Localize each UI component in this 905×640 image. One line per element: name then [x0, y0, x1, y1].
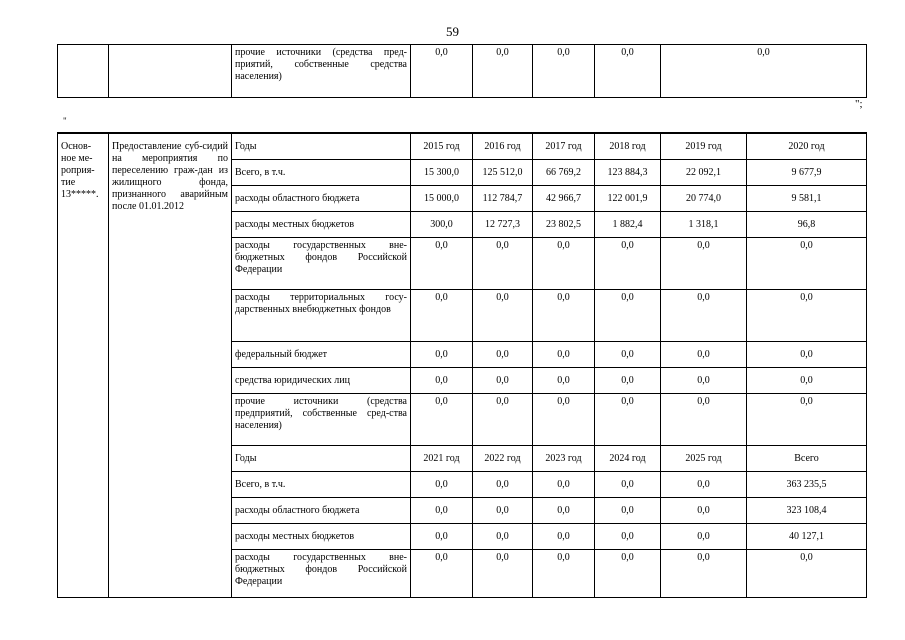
- value-cell: 0,0: [533, 237, 595, 289]
- value-cell: 22 092,1: [661, 159, 747, 185]
- value-cell: 0,0: [473, 289, 533, 341]
- year-header: 2019 год: [661, 133, 747, 159]
- value-cell: 0,0: [473, 471, 533, 497]
- value-cell: 0,0: [533, 393, 595, 445]
- year-header: 2022 год: [473, 445, 533, 471]
- value-cell: 0,0: [533, 289, 595, 341]
- row-label: расходы государственных вне-бюджетных фондов Российской Федерации: [232, 237, 411, 289]
- value-cell: 0,0: [473, 393, 533, 445]
- years-header-row: [58, 133, 867, 159]
- value-cell: 0,0: [411, 341, 473, 367]
- year-header: 2018 год: [595, 133, 661, 159]
- value-cell: 96,8: [747, 211, 867, 237]
- year-header: 2015 год: [411, 133, 473, 159]
- value-cell: 42 966,7: [533, 185, 595, 211]
- value-cell: 0,0: [411, 237, 473, 289]
- value-cell: 1 318,1: [661, 211, 747, 237]
- value-cell: 15 000,0: [411, 185, 473, 211]
- year-header: 2017 год: [533, 133, 595, 159]
- year-header: 2025 год: [661, 445, 747, 471]
- value-cell: 0,0: [411, 45, 473, 98]
- value-cell: 23 802,5: [533, 211, 595, 237]
- years-label: Годы: [232, 133, 411, 159]
- value-cell: 0,0: [747, 237, 867, 289]
- value-cell: 0,0: [747, 289, 867, 341]
- value-cell: 0,0: [411, 393, 473, 445]
- value-cell: 0,0: [595, 523, 661, 549]
- previous-table-fragment: [57, 44, 867, 98]
- closing-quote: ";: [855, 98, 863, 110]
- value-cell: 0,0: [595, 289, 661, 341]
- value-cell: 9 581,1: [747, 185, 867, 211]
- value-cell: 0,0: [661, 367, 747, 393]
- value-cell: 0,0: [595, 393, 661, 445]
- page-number: 59: [446, 24, 459, 39]
- row-label: средства юридических лиц: [232, 367, 411, 393]
- value-cell: 0,0: [473, 237, 533, 289]
- row-label: расходы местных бюджетов: [232, 211, 411, 237]
- value-cell: 12 727,3: [473, 211, 533, 237]
- value-cell: 0,0: [533, 471, 595, 497]
- measure-code: Основ-ное ме-роприя-тие 13*****.: [58, 133, 109, 597]
- row-label: расходы государственных вне-бюджетных фондов Российской Федерации: [232, 549, 411, 597]
- value-cell: 112 784,7: [473, 185, 533, 211]
- row-label: расходы территориальных госу-дарственных внебюджетных фондов: [232, 289, 411, 341]
- value-cell: 0,0: [747, 367, 867, 393]
- value-cell: 0,0: [661, 497, 747, 523]
- value-cell: 1 882,4: [595, 211, 661, 237]
- value-cell: 0,0: [411, 497, 473, 523]
- value-cell: 0,0: [533, 341, 595, 367]
- value-cell: 0,0: [595, 549, 661, 597]
- value-cell: 40 127,1: [747, 523, 867, 549]
- empty-cell: [109, 45, 232, 98]
- years-label: Годы: [232, 445, 411, 471]
- value-cell: 0,0: [661, 549, 747, 597]
- value-cell: 0,0: [473, 45, 533, 98]
- value-cell: 123 884,3: [595, 159, 661, 185]
- value-cell: 0,0: [747, 341, 867, 367]
- year-header: 2021 год: [411, 445, 473, 471]
- year-header: 2020 год: [747, 133, 867, 159]
- value-cell: 0,0: [411, 289, 473, 341]
- value-cell: 0,0: [533, 549, 595, 597]
- value-cell: 0,0: [533, 497, 595, 523]
- value-cell: 323 108,4: [747, 497, 867, 523]
- measure-name: Предоставление суб-сидий на мероприятия по переселению граж-дан из жилищного фонда, признанного аварийным после 01.01.2012: [109, 133, 232, 597]
- funding-table: [57, 132, 867, 598]
- row-label: Всего, в т.ч.: [232, 159, 411, 185]
- value-cell: 0,0: [661, 341, 747, 367]
- value-cell: 0,0: [661, 471, 747, 497]
- value-cell: 0,0: [533, 523, 595, 549]
- value-cell: 0,0: [411, 367, 473, 393]
- value-cell: 0,0: [595, 45, 661, 98]
- row-label: расходы областного бюджета: [232, 497, 411, 523]
- value-cell: 125 512,0: [473, 159, 533, 185]
- value-cell: 0,0: [473, 549, 533, 597]
- year-header: 2024 год: [595, 445, 661, 471]
- year-header: Всего: [747, 445, 867, 471]
- value-cell: 0,0: [661, 289, 747, 341]
- value-cell: 9 677,9: [747, 159, 867, 185]
- year-header: 2023 год: [533, 445, 595, 471]
- value-cell: 0,0: [473, 367, 533, 393]
- value-cell: 0,0: [661, 237, 747, 289]
- year-header: 2016 год: [473, 133, 533, 159]
- value-cell: 0,0: [661, 523, 747, 549]
- value-cell: 0,0: [661, 393, 747, 445]
- value-cell: 0,0: [473, 497, 533, 523]
- value-cell: 0,0: [411, 471, 473, 497]
- table-row: [58, 45, 867, 98]
- row-label: прочие источники (средства пред-приятий, собственные средства населения): [232, 45, 411, 98]
- value-cell: 0,0: [533, 45, 595, 98]
- value-cell: 66 769,2: [533, 159, 595, 185]
- value-cell: 0,0: [747, 393, 867, 445]
- value-cell: 0,0: [595, 237, 661, 289]
- row-label: Всего, в т.ч.: [232, 471, 411, 497]
- row-label: федеральный бюджет: [232, 341, 411, 367]
- value-cell: 15 300,0: [411, 159, 473, 185]
- row-label: расходы местных бюджетов: [232, 523, 411, 549]
- value-cell: 363 235,5: [747, 471, 867, 497]
- empty-cell: [58, 45, 109, 98]
- opening-quote: ": [63, 116, 67, 126]
- value-cell: 0,0: [595, 367, 661, 393]
- value-cell: 0,0: [533, 367, 595, 393]
- value-cell: 122 001,9: [595, 185, 661, 211]
- value-cell: 0,0: [595, 497, 661, 523]
- value-cell: 0,0: [473, 341, 533, 367]
- value-cell: 0,0: [473, 523, 533, 549]
- value-cell: 0,0: [595, 471, 661, 497]
- value-cell: 0,0: [411, 523, 473, 549]
- value-cell: 20 774,0: [661, 185, 747, 211]
- value-cell: 0,0: [661, 45, 867, 98]
- value-cell: 300,0: [411, 211, 473, 237]
- value-cell: 0,0: [747, 549, 867, 597]
- row-label: прочие источники (средства предприятий, собственные сред-ства населения): [232, 393, 411, 445]
- value-cell: 0,0: [595, 341, 661, 367]
- value-cell: 0,0: [411, 549, 473, 597]
- row-label: расходы областного бюджета: [232, 185, 411, 211]
